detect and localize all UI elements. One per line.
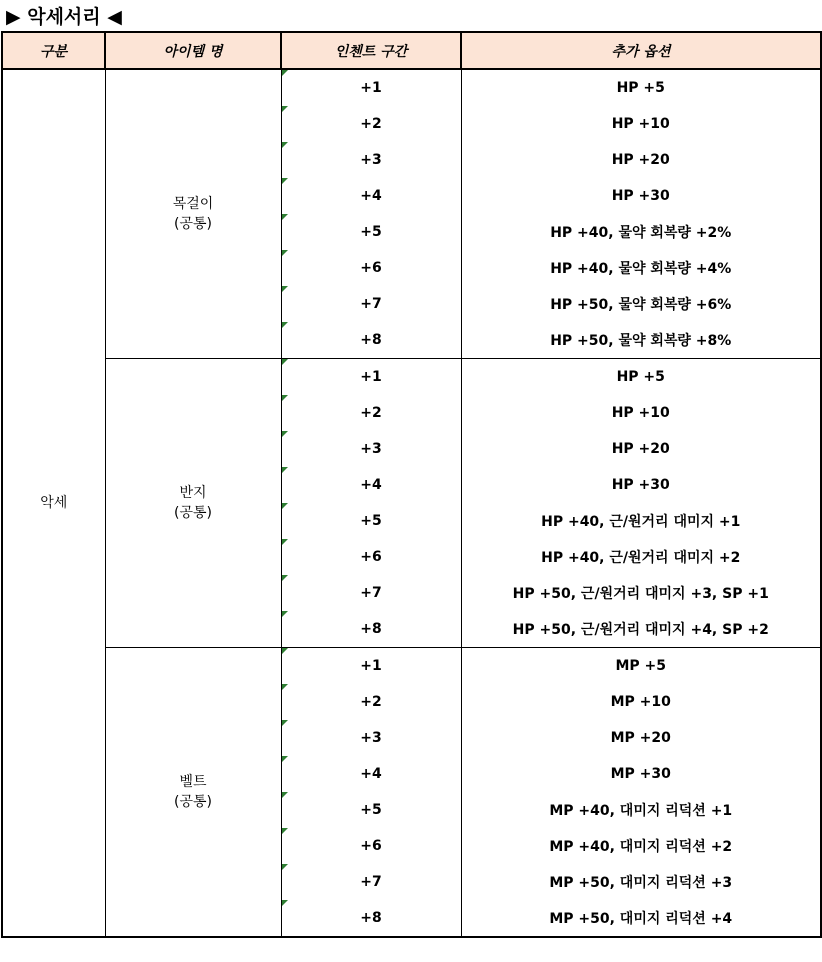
enchant-level-cell [281,720,461,756]
enchant-level: +5 [360,224,382,240]
extra-option-cell: HP +50, 근/원거리 대미지 +4, SP +2 [461,611,821,648]
cell-note-marker-icon [282,142,288,148]
extra-option-cell: HP +50, 물약 회복량 +8% [461,322,821,359]
header-item-name: 아이템 명 [105,32,281,69]
table-row [2,359,821,396]
cell-note-marker-icon [282,214,288,220]
enchant-level: +6 [360,260,382,276]
enchant-level-cell [281,214,461,250]
enchant-level-cell [281,250,461,286]
item-name: 목걸이 [172,196,214,212]
item-name: 벨트 [179,774,207,790]
enchant-level-cell [281,106,461,142]
extra-option-cell: HP +30 [461,467,821,503]
enchant-level: +3 [360,730,382,746]
extra-option-cell: HP +50, 물약 회복량 +6% [461,286,821,322]
cell-note-marker-icon [282,648,288,654]
cell-note-marker-icon [282,178,288,184]
table-row [2,69,821,106]
enchant-level: +2 [360,116,382,132]
enchant-level: +3 [360,152,382,168]
item-name-cell [105,359,281,648]
cell-note-marker-icon [282,503,288,509]
cell-note-marker-icon [282,322,288,328]
item-name-cell [105,69,281,359]
extra-option-cell: MP +40, 대미지 리덕션 +2 [461,828,821,864]
extra-option-cell: MP +20 [461,720,821,756]
enchant-level: +2 [360,405,382,421]
enchant-level: +7 [360,585,382,601]
header-extra-option: 추가 옵션 [461,32,821,69]
item-subtitle: (공통) [174,505,212,521]
page-title: ▶ 악세서리 ◀ [6,6,122,28]
cell-note-marker-icon [282,864,288,870]
extra-option-cell: MP +5 [461,648,821,685]
enchant-level: +8 [360,332,382,348]
enchant-level-cell [281,322,461,359]
enchant-level-cell [281,900,461,937]
extra-option-cell: HP +40, 물약 회복량 +4% [461,250,821,286]
cell-note-marker-icon [282,720,288,726]
extra-option-cell: HP +20 [461,431,821,467]
cell-note-marker-icon [282,70,288,76]
enchant-level: +7 [360,874,382,890]
enchant-level-cell [281,828,461,864]
cell-note-marker-icon [282,106,288,112]
item-name: 반지 [179,485,207,501]
extra-option-cell: MP +50, 대미지 리덕션 +3 [461,864,821,900]
enchant-level: +8 [360,621,382,637]
extra-option-cell: HP +50, 근/원거리 대미지 +3, SP +1 [461,575,821,611]
extra-option-cell: HP +10 [461,395,821,431]
cell-note-marker-icon [282,792,288,798]
enchant-level: +1 [360,658,382,674]
enchant-level: +1 [360,369,382,385]
extra-option-cell: HP +40, 근/원거리 대미지 +2 [461,539,821,575]
table-row [2,648,821,685]
enchant-level: +4 [360,477,382,493]
extra-option-cell: HP +30 [461,178,821,214]
enchant-level: +6 [360,549,382,565]
cell-note-marker-icon [282,900,288,906]
enchant-level-cell [281,467,461,503]
enchant-level: +5 [360,513,382,529]
enchant-level-cell [281,286,461,322]
enchant-level-cell [281,395,461,431]
enchant-level-cell [281,684,461,720]
category-cell: 악세 [2,69,105,937]
cell-note-marker-icon [282,395,288,401]
accessory-enchant-table [1,31,822,938]
extra-option-cell: MP +30 [461,756,821,792]
enchant-level-cell [281,575,461,611]
extra-option-cell: HP +10 [461,106,821,142]
enchant-level-cell [281,648,461,685]
enchant-level: +4 [360,188,382,204]
header-enchant-level: 인첸트 구간 [281,32,461,69]
cell-note-marker-icon [282,250,288,256]
item-subtitle: (공통) [174,794,212,810]
cell-note-marker-icon [282,684,288,690]
item-name-cell [105,648,281,938]
header-row [2,32,821,69]
enchant-level: +8 [360,910,382,926]
enchant-level: +2 [360,694,382,710]
cell-note-marker-icon [282,467,288,473]
enchant-level: +1 [360,80,382,96]
cell-note-marker-icon [282,828,288,834]
cell-note-marker-icon [282,756,288,762]
enchant-level: +3 [360,441,382,457]
enchant-level-cell [281,503,461,539]
extra-option-cell: HP +20 [461,142,821,178]
enchant-level-cell [281,611,461,648]
cell-note-marker-icon [282,575,288,581]
cell-note-marker-icon [282,431,288,437]
extra-option-cell: HP +5 [461,359,821,396]
extra-option-cell: HP +5 [461,69,821,106]
enchant-level: +4 [360,766,382,782]
cell-note-marker-icon [282,286,288,292]
enchant-level-cell [281,864,461,900]
enchant-level-cell [281,539,461,575]
extra-option-cell: MP +40, 대미지 리덕션 +1 [461,792,821,828]
enchant-level: +7 [360,296,382,312]
enchant-level-cell [281,756,461,792]
header-category: 구분 [2,32,105,69]
enchant-level-cell [281,69,461,106]
cell-note-marker-icon [282,359,288,365]
enchant-level-cell [281,142,461,178]
enchant-level-cell [281,178,461,214]
extra-option-cell: MP +10 [461,684,821,720]
extra-option-cell: HP +40, 근/원거리 대미지 +1 [461,503,821,539]
enchant-level-cell [281,792,461,828]
enchant-level: +5 [360,802,382,818]
enchant-level-cell [281,431,461,467]
extra-option-cell: HP +40, 물약 회복량 +2% [461,214,821,250]
item-subtitle: (공통) [174,216,212,232]
enchant-level-cell [281,359,461,396]
cell-note-marker-icon [282,611,288,617]
extra-option-cell: MP +50, 대미지 리덕션 +4 [461,900,821,937]
enchant-level: +6 [360,838,382,854]
cell-note-marker-icon [282,539,288,545]
